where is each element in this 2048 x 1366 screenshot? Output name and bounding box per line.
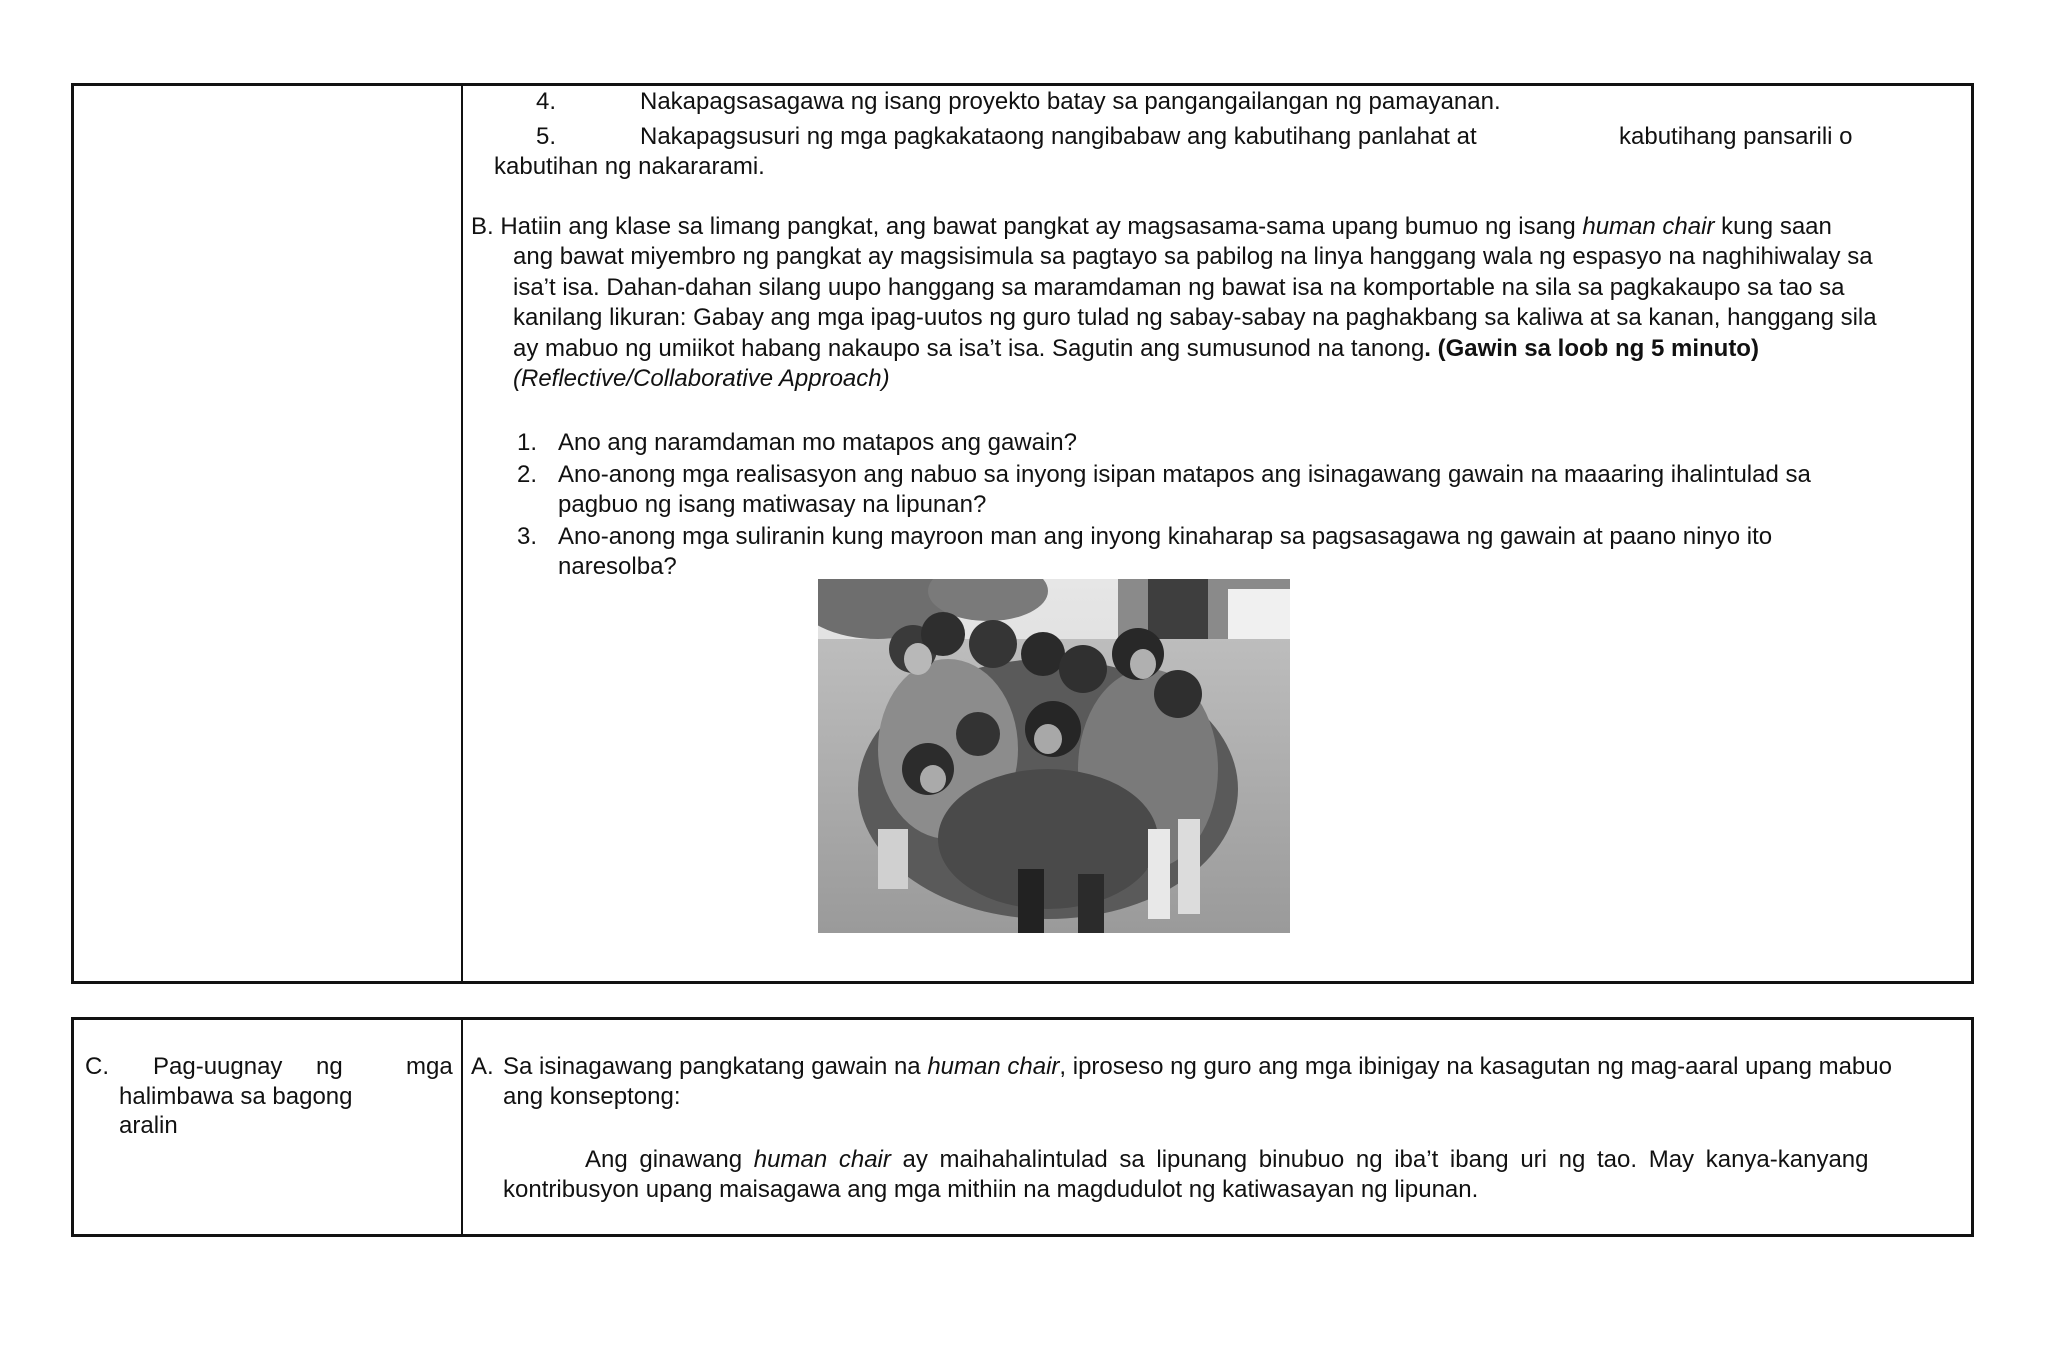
column-divider <box>461 86 463 981</box>
answer-a-letter: A. <box>471 1053 494 1080</box>
objective-4-text: Nakapagsasagawa ng isang proyekto batay sa pangangailangan ng pamayanan. <box>640 88 1501 115</box>
section-c-word-1: Pag-uugnay <box>153 1053 283 1080</box>
section-c-letter: C. <box>85 1053 109 1080</box>
question-2-text-cont: pagbuo ng isang matiwasay na lipunan? <box>558 491 987 518</box>
section-b-line-2: ang bawat miyembro ng pangkat ay magsisimula sa pagtayo sa pabilog na linya hanggang wala ng espasyo na naghihiwalay sa <box>513 243 1873 270</box>
objective-5-text-end: kabutihan ng nakararami. <box>494 153 765 180</box>
question-1-number: 1. <box>517 429 538 456</box>
human-chair-photo <box>818 579 1290 933</box>
column-divider <box>461 1020 463 1234</box>
answer-a-line-2: ang konseptong: <box>503 1083 681 1110</box>
section-b-approach: (Reflective/Collaborative Approach) <box>513 365 890 392</box>
answer-a-line-1: Sa isinagawang pangkatang gawain na human chair, iproseso ng guro ang mga ibinigay na kasagutan ng mag-aaral upang mabuo <box>503 1053 1892 1080</box>
section-b-line-5: ay mabuo ng umiikot habang nakaupo sa isa’t isa. Sagutin ang sumusunod na tanong. (Gawin sa loob ng 5 minuto) <box>513 335 1759 362</box>
section-c-word-2: ng <box>316 1053 343 1080</box>
concept-line-2: kontribusyon upang maisagawa ang mga mithiin na magdudulot ng katiwasayan ng lipunan. <box>503 1176 1479 1203</box>
section-c-word-3: mga <box>406 1053 453 1080</box>
section-c-line-3: aralin <box>119 1112 178 1139</box>
section-b-line-4: kanilang likuran: Gabay ang mga ipag-uutos ng guro tulad ng sabay-sabay na paghakbang sa kaliwa at sa kanan, hanggang sila <box>513 304 1877 331</box>
question-3-text-cont: naresolba? <box>558 553 677 580</box>
section-c-line-2: halimbawa sa bagong <box>119 1083 353 1110</box>
section-b-line-1: B. Hatiin ang klase sa limang pangkat, ang bawat pangkat ay magsasama-sama upang bumuo ng isang human chair kung saan <box>471 213 1832 240</box>
objective-4-number: 4. <box>536 88 557 115</box>
question-2-text: Ano-anong mga realisasyon ang nabuo sa inyong isipan matapos ang isinagawang gawain na maaaring ihalintulad sa <box>558 461 1811 488</box>
question-3-text: Ano-anong mga suliranin kung mayroon man ang inyong kinaharap sa pagsasagawa ng gawain at paano ninyo ito <box>558 523 1773 550</box>
question-1-text: Ano ang naramdaman mo matapos ang gawain? <box>558 429 1077 456</box>
objective-5-text-cont: kabutihang pansarili o <box>1619 123 1853 150</box>
objective-5-text: Nakapagsusuri ng mga pagkakataong nangibabaw ang kabutihang panlahat at <box>640 123 1477 150</box>
question-3-number: 3. <box>517 523 538 550</box>
section-b-line-3: isa’t isa. Dahan-dahan silang uupo hanggang sa maramdaman ng bawat isa na komportable na sila sa pagkakaupo sa tao sa <box>513 274 1845 301</box>
question-2-number: 2. <box>517 461 538 488</box>
concept-line-1: Ang ginawang human chair ay maihahalintulad sa lipunang binubuo ng iba’t ibang uri ng tao. May kanya-kanyang <box>585 1146 1869 1173</box>
objective-5-number: 5. <box>536 123 557 150</box>
